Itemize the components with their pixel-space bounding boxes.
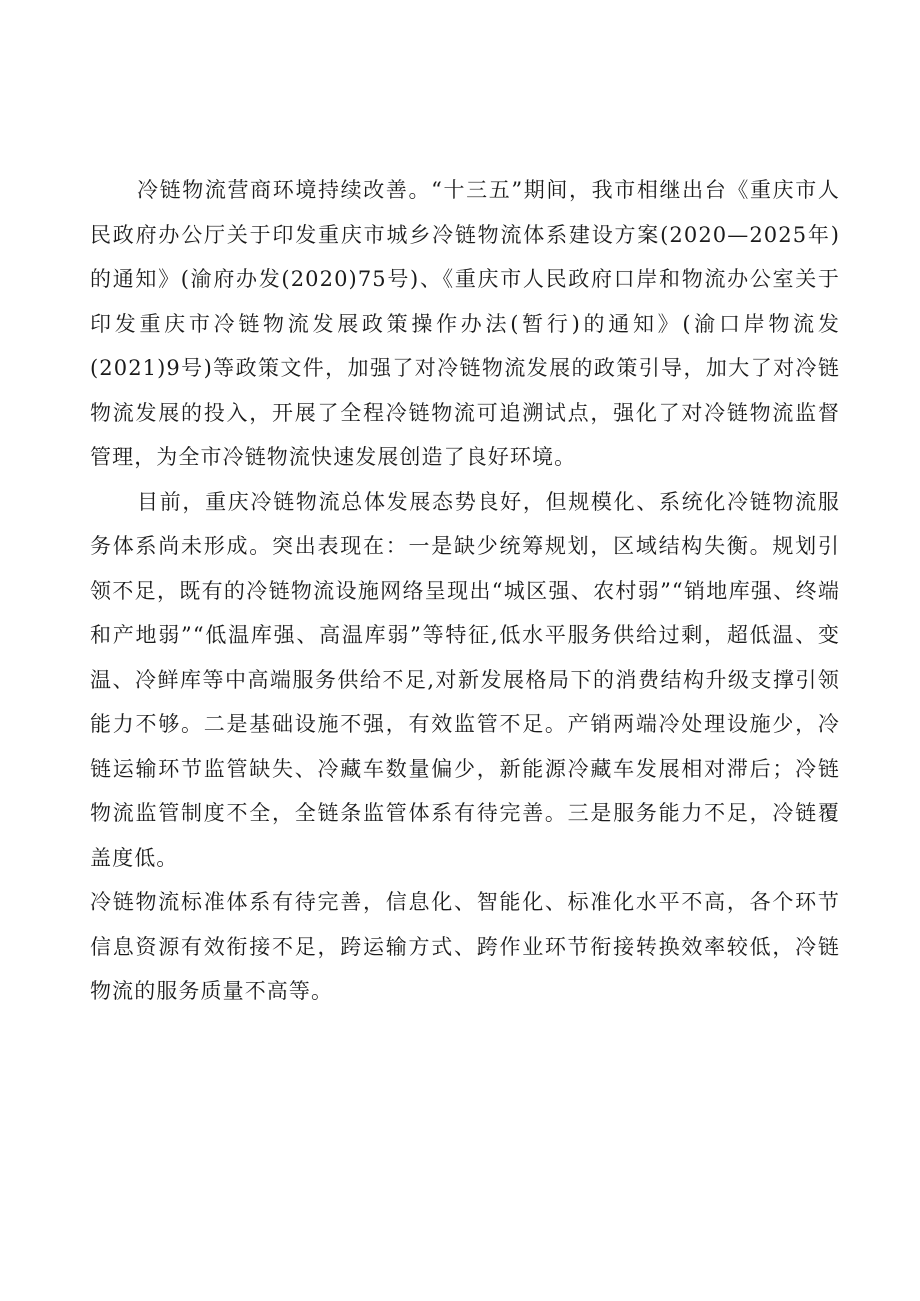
document-body [90,168,840,1014]
paragraph-current-situation: 目前，重庆冷链物流总体发展态势良好，但规模化、系统化冷链物流服务体系尚未形成。突出表现在：一是缺少统筹规划，区域结构失衡。规划引领不足，既有的冷链物流设施网络呈现出“城区强、农村弱”“销地库强、终端和产地弱”“低温库强、高温库弱”等特征,低水平服务供给过剩，超低温、变温、冷鲜库等中高端服务供给不足,对新发展格局下的消费结构升级支撑引领能力不够。二是基础设施不强，有效监管不足。产销两端冷处理设施少，冷链运输环节监管缺失、冷藏车数量偏少，新能源冷藏车发展相对滞后；冷链物流监管制度不全，全链条监管体系有待完善。三是服务能力不足，冷链覆盖度低。 [90,489,840,870]
paragraph-business-environment: 冷链物流营商环境持续改善。“十三五”期间，我市相继出台《重庆市人民政府办公厅关于印发重庆市城乡冷链物流体系建设方案(2020—2025年)的通知》(渝府办发(2020)75号)、《重庆市人民政府口岸和物流办公室关于印发重庆市冷链物流发展政策操作办法(暂行)的通知》(渝口岸物流发(2021)9号)等政策文件，加强了对冷链物流发展的政策引导，加大了对冷链物流发展的投入，开展了全程冷链物流可追溯试点，强化了对冷链物流监督管理，为全市冷链物流快速发展创造了良好环境。 [90,178,840,469]
paragraph-standards-system: 冷链物流标准体系有待完善，信息化、智能化、标准化水平不高，各个环节信息资源有效衔接不足，跨运输方式、跨作业环节衔接转换效率较低，冷链物流的服务质量不高等。 [90,890,840,1003]
